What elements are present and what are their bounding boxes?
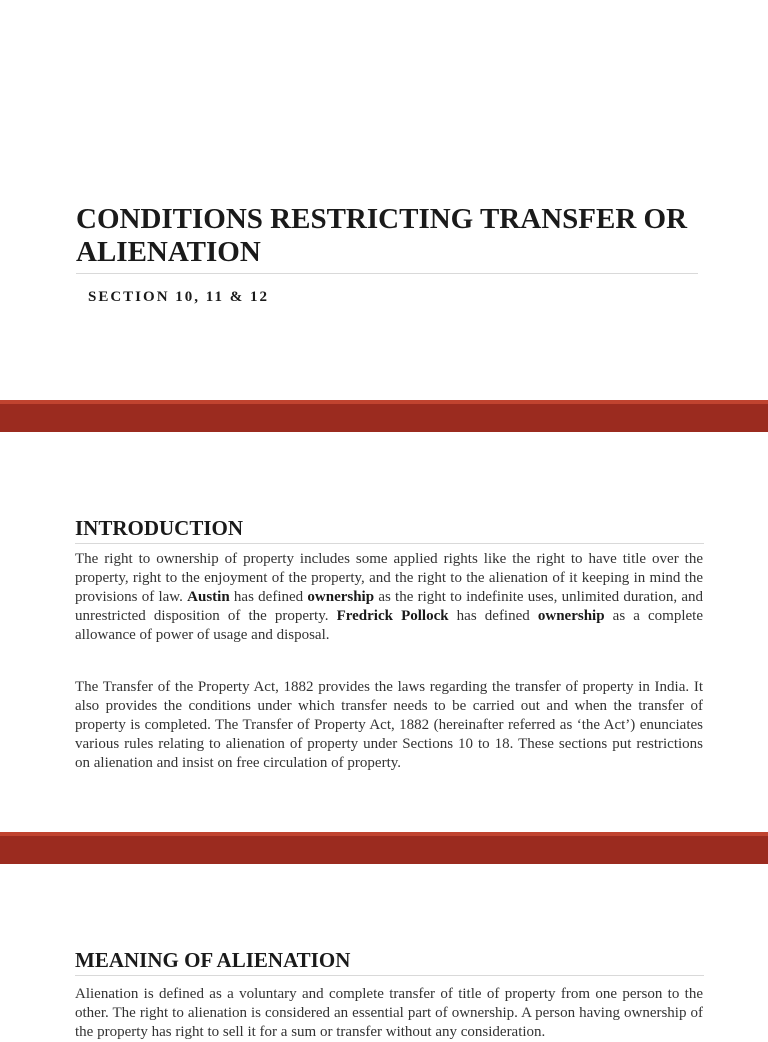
text-run: has defined [229,589,308,605]
section-heading: MEANING OF ALIENATION [75,948,351,972]
alienation-paragraph: Alienation is defined as a voluntary and complete transfer of title of property from one person to the other. The right to alienation is considered an essential part of ownership. A person having ownership of the property has right to sell it for a sum or transfer without any consideration. [75,986,703,1040]
text-run: The right to ownership of property includes some applied rights like the right to have title over the property, right to the enjoyment of the property, and the right to the alienation of it keeping in mind the provisions of law. [75,551,703,605]
slide-title: CONDITIONS RESTRICTING TRANSFER OR ALIENATION [76,203,688,268]
text-run: has defined [448,608,538,624]
alienation-slide [0,864,768,1040]
text-run: as a complete allowance of power of usage and disposal. [75,608,704,643]
page-separator [0,400,768,432]
section-heading: INTRODUCTION [75,516,244,540]
bold-term: Fredrick Pollock [336,608,449,624]
title-divider [76,273,698,274]
bold-term: ownership [307,589,375,605]
heading-divider [75,543,704,544]
bold-term: ownership [537,608,605,624]
heading-divider [75,975,704,976]
intro-paragraph-1 [75,550,703,645]
page-separator [0,832,768,864]
introduction-slide [0,432,768,832]
text-run: as the right to indefinite uses, unlimited duration, and unrestricted disposition of the property. [75,589,703,624]
intro-paragraph-2: The Transfer of the Property Act, 1882 provides the laws regarding the transfer of property in India. It also provides the conditions under which transfer needs to be carried out and when the transfer of property is completed. The Transfer of Property Act, 1882 (hereinafter referred as ‘the Act’) enunciates various rules relating to alienation of property under Sections 10 to 18. These sections put restrictions on alienation and insist on free circulation of property. [75,679,703,771]
slide-subtitle: SECTION 10, 11 & 12 [88,289,269,305]
title-slide [0,0,768,400]
bold-term: Austin [187,589,230,605]
